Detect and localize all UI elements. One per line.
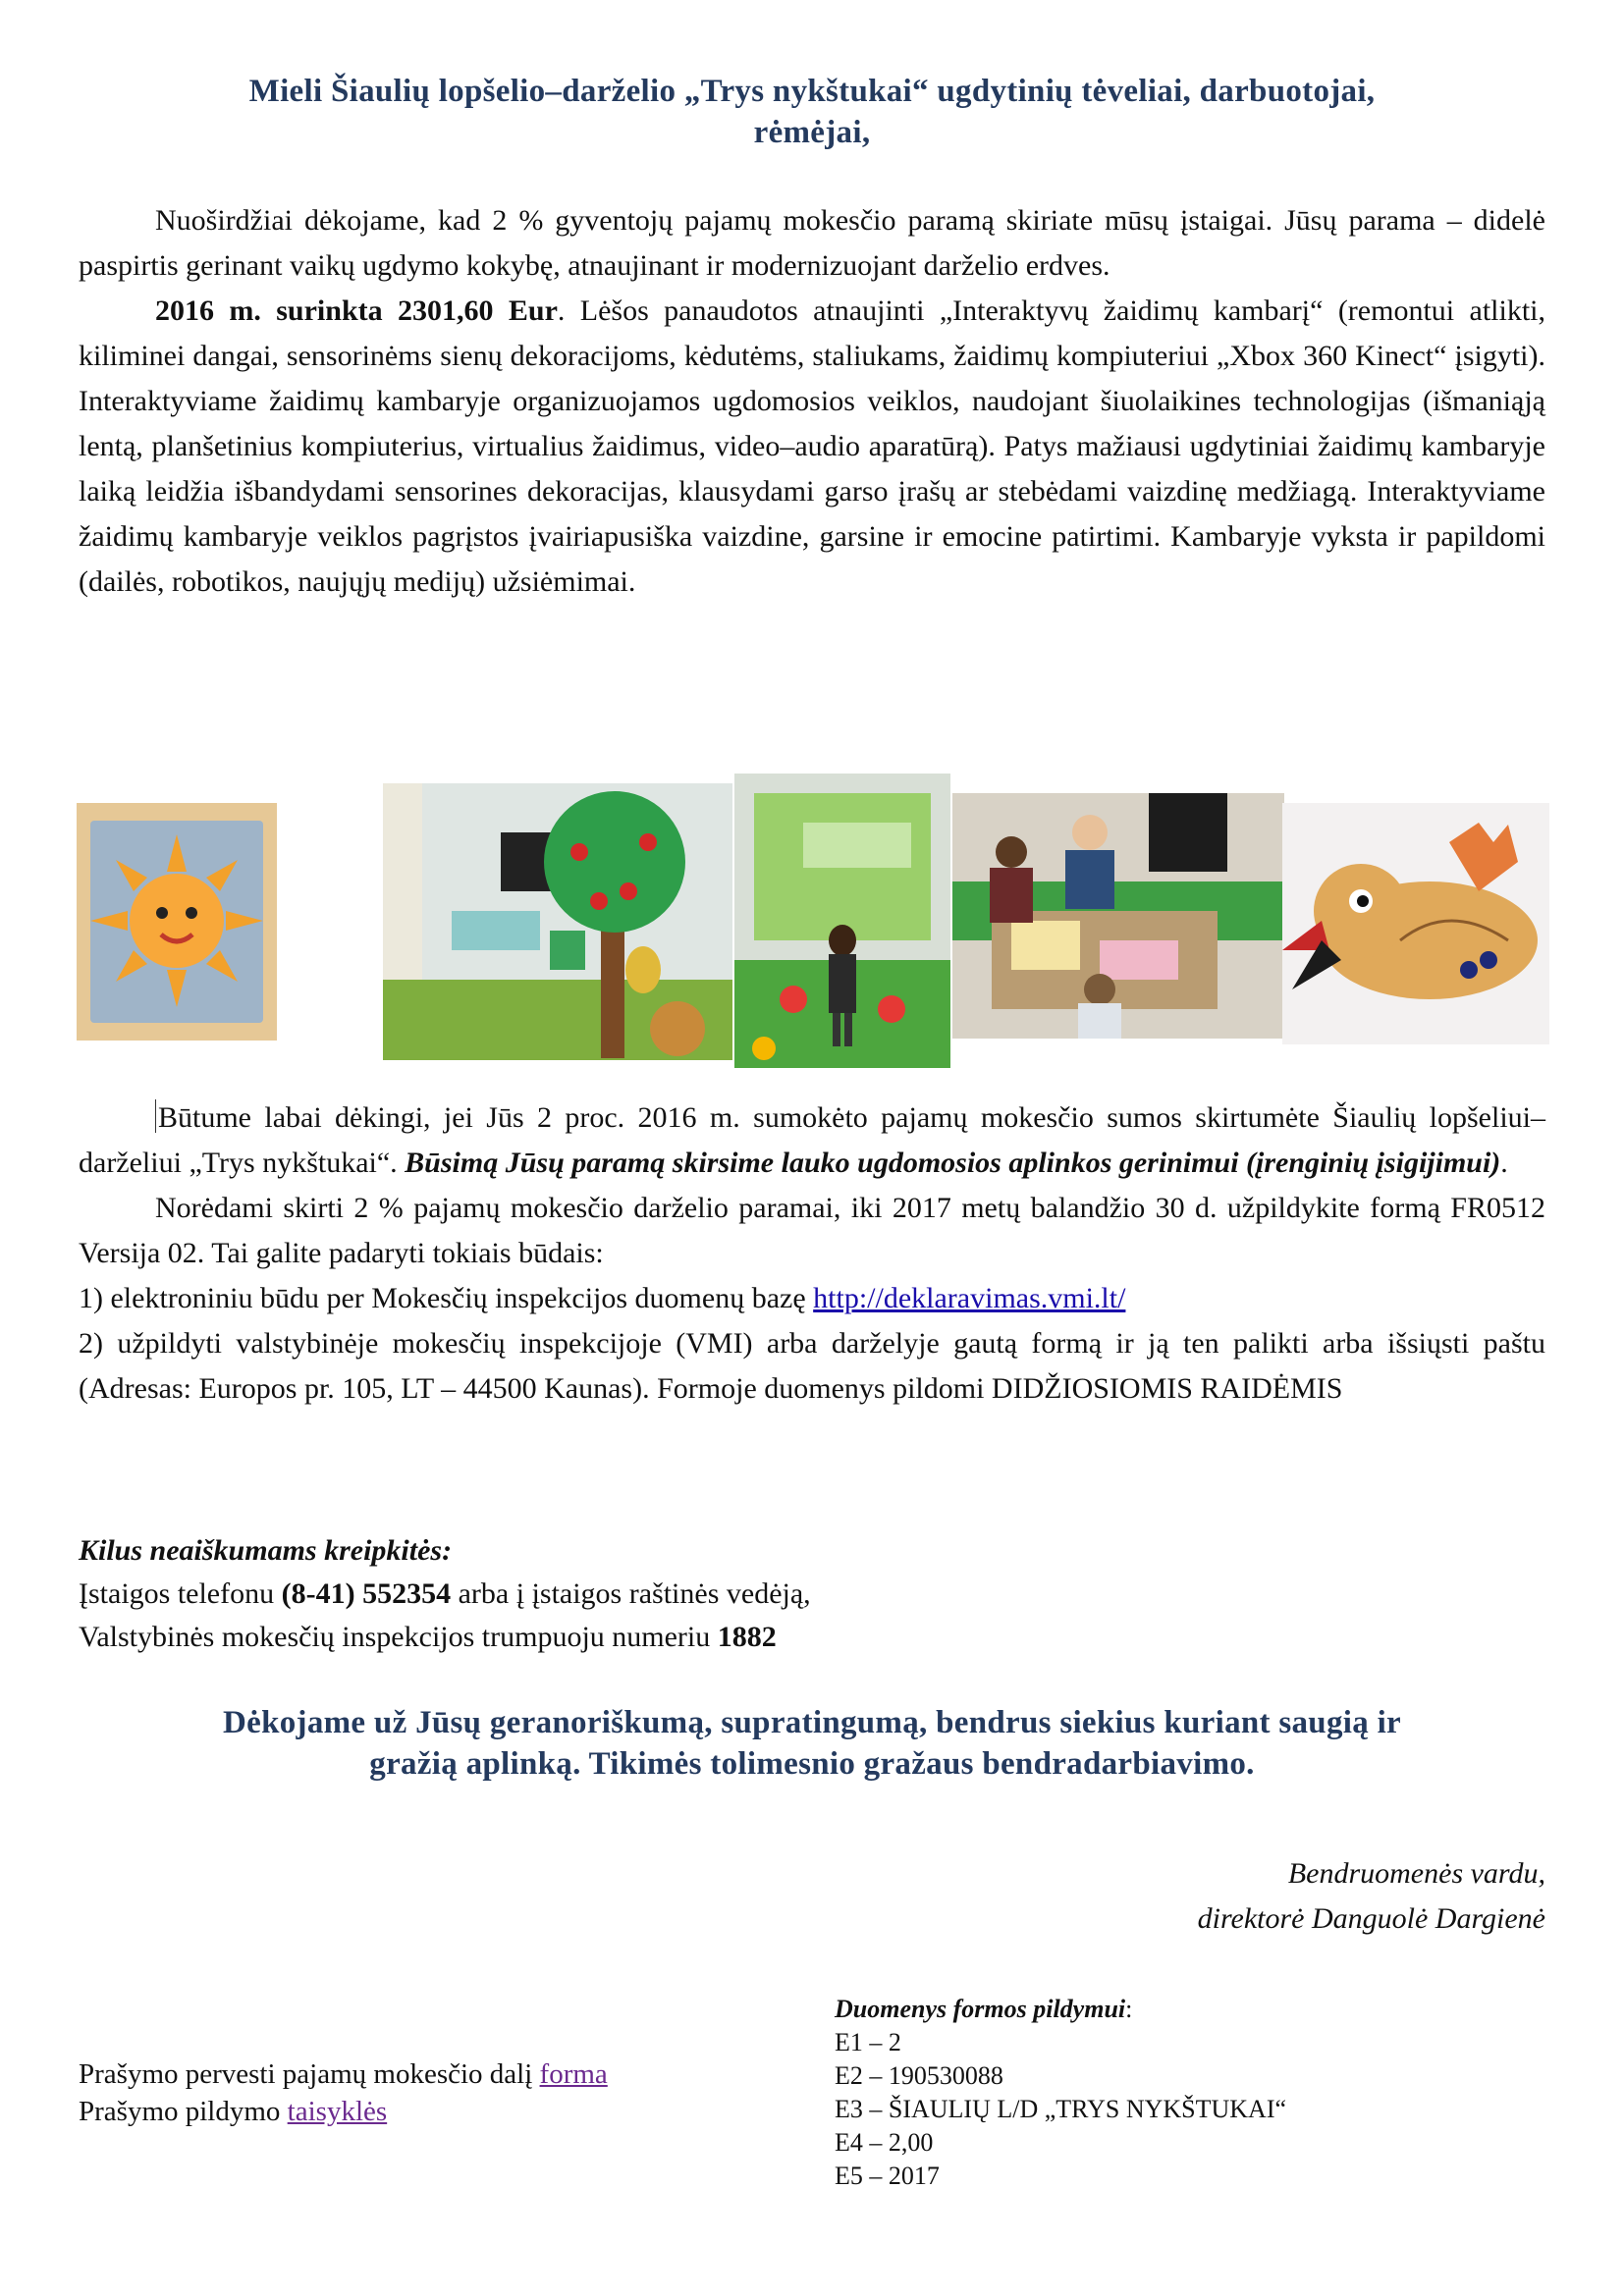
rules-link[interactable]: taisyklės (287, 2096, 388, 2127)
rules-link-line (79, 2093, 608, 2130)
signature-line-2: direktorė Danguolė Dargienė (1197, 1902, 1545, 1935)
phone-number: (8-41) 552354 (281, 1577, 452, 1610)
request-option-1 (79, 1276, 1545, 1321)
form-data-e1: E1 – 2 (835, 2028, 901, 2056)
playroom-tree-photo (383, 783, 732, 1060)
sun-decoration-photo (77, 803, 277, 1041)
heading-line-1: Mieli Šiaulių lopšelio–darželio „Trys nykštukai“ ugdytinių tėveliai, darbuotojai, (248, 74, 1376, 109)
request-paragraph-2: Norėdami skirti 2 % pajamų mokesčio darželio paramai, iki 2017 metų balandžio 30 d. užpildykite formą FR0512 Versija 02. Tai galite padaryti tokiais būdais: (79, 1192, 1545, 1269)
contact-line-2-text: Valstybinės mokesčių inspekcijos trumpuoju numeriu (79, 1621, 718, 1653)
thanks-line-1: Dėkojame už Jūsų geranoriškumą, supratingumą, bendrus siekius kuriant saugią ir (223, 1705, 1401, 1740)
text-cursor (155, 1099, 156, 1133)
collected-amount: 2016 m. surinkta 2301,60 Eur (155, 294, 558, 327)
form-link-text: Prašymo pervesti pajamų mokesčio dalį (79, 2058, 540, 2090)
request-section (79, 1095, 1545, 1412)
heading-line-2: rėmėjai, (753, 115, 871, 150)
request-paragraph-1-end: . (1500, 1147, 1508, 1179)
contact-line-1-end: arba į įstaigos raštinės vedėją, (451, 1577, 811, 1610)
form-links (79, 2056, 608, 2130)
form-data-title-line (835, 1993, 1286, 2026)
interactive-board-photo (734, 774, 950, 1068)
intro-section (79, 198, 1545, 605)
signature-block (1198, 1851, 1545, 1942)
request-paragraph-1 (79, 1095, 1545, 1186)
photo-strip (77, 774, 1549, 1068)
contact-line-1-text: Įstaigos telefonu (79, 1577, 282, 1610)
future-support-statement: Būsimą Jūsų paramą skirsime lauko ugdomosios aplinkos gerinimui (įrenginių įsigijimui) (405, 1147, 1501, 1179)
contact-title: Kilus neaiškumams kreipkitės: (79, 1534, 453, 1567)
intro-paragraph-2-text: . Lėšos panaudotos atnaujinti „Interaktyvų žaidimų kambarį“ (remontui atlikti, kiliminei dangai, sensorinėms sienų dekoracijoms, kėdutėms, staliukams, žaidimų kompiuteriui „Xbox 360 Kinect“ įsigyti). Interaktyviame žaidimų kambaryje organizuojamos ugdomosios veiklos, naudojant šiuolaikines technologijas (išmaniąją lentą, planšetinius kompiuterius, virtualius žaidimus, video–audio aparatūrą). Patys mažiausi ugdytiniai žaidimų kambaryje laiką leidžia išbandydami sensorines dekoracijas, klausydami garso įrašų ar stebėdami vaizdinę medžiagą. Interaktyviame žaidimų kambaryje veiklos pagrįstos įvairiapusiška vaizdine, garsine ir emocine patirtimi. Kambaryje vyksta ir papildomi (dailės, robotikos, naujųjų medijų) užsiėmimai. (79, 294, 1545, 598)
short-number: 1882 (717, 1621, 777, 1653)
children-table-photo (952, 793, 1284, 1039)
signature-line-1: Bendruomenės vardu, (1287, 1857, 1545, 1890)
request-paragraph-1-text: Būtume labai dėkingi, jei Jūs 2 proc. 2016 m. sumokėto pajamų mokesčio sumos skirtumėte Šiaulių lopšeliui–darželiui „Trys nykštukai“. (79, 1101, 1545, 1179)
form-data-e3: E3 – ŠIAULIŲ L/D „TRYS NYKŠTUKAI“ (835, 2095, 1287, 2123)
form-data-title: Duomenys formos pildymui (835, 1995, 1126, 2023)
rules-link-text: Prašymo pildymo (79, 2096, 288, 2127)
contact-line-1 (79, 1573, 811, 1616)
intro-paragraph-1: Nuoširdžiai dėkojame, kad 2 % gyventojų pajamų mokesčio paramą skiriate mūsų įstaigai. Jūsų parama – didelė paspirtis gerinant vaikų ugdymo kokybę, atnaujinant ir modernizuojant darželio erdves. (79, 204, 1545, 282)
form-link-line (79, 2056, 608, 2093)
form-data-e5: E5 – 2017 (835, 2162, 940, 2190)
form-data-title-colon: : (1125, 1995, 1133, 2023)
contact-section (79, 1529, 811, 1659)
form-data-e4: E4 – 2,00 (835, 2128, 934, 2157)
vmi-declaration-link[interactable]: http://deklaravimas.vmi.lt/ (813, 1282, 1126, 1314)
request-option-1-text: 1) elektroniniu būdu per Mokesčių inspekcijos duomenų bazę (79, 1282, 814, 1314)
request-option-2: 2) užpildyti valstybinėje mokesčių inspekcijoje (VMI) arba darželyje gautą formą ir ją ten palikti arba išsiųsti paštu (Adresas: Europos pr. 105, LT – 44500 Kaunas). Formoje duomenys pildomi DIDŽIOSIOMIS RAIDĖMIS (79, 1327, 1545, 1405)
intro-paragraph-2 (79, 289, 1545, 605)
thanks-line-2: gražią aplinką. Tikimės tolimesnio gražaus bendradarbiavimo. (369, 1746, 1255, 1782)
form-link[interactable]: forma (539, 2058, 608, 2090)
form-data-list (835, 1993, 1286, 2193)
thanks-message (88, 1702, 1536, 1785)
contact-line-2 (79, 1616, 811, 1659)
letter-heading (88, 71, 1536, 153)
form-data-e2: E2 – 190530088 (835, 2061, 1003, 2090)
bird-decoration-photo (1282, 803, 1549, 1044)
